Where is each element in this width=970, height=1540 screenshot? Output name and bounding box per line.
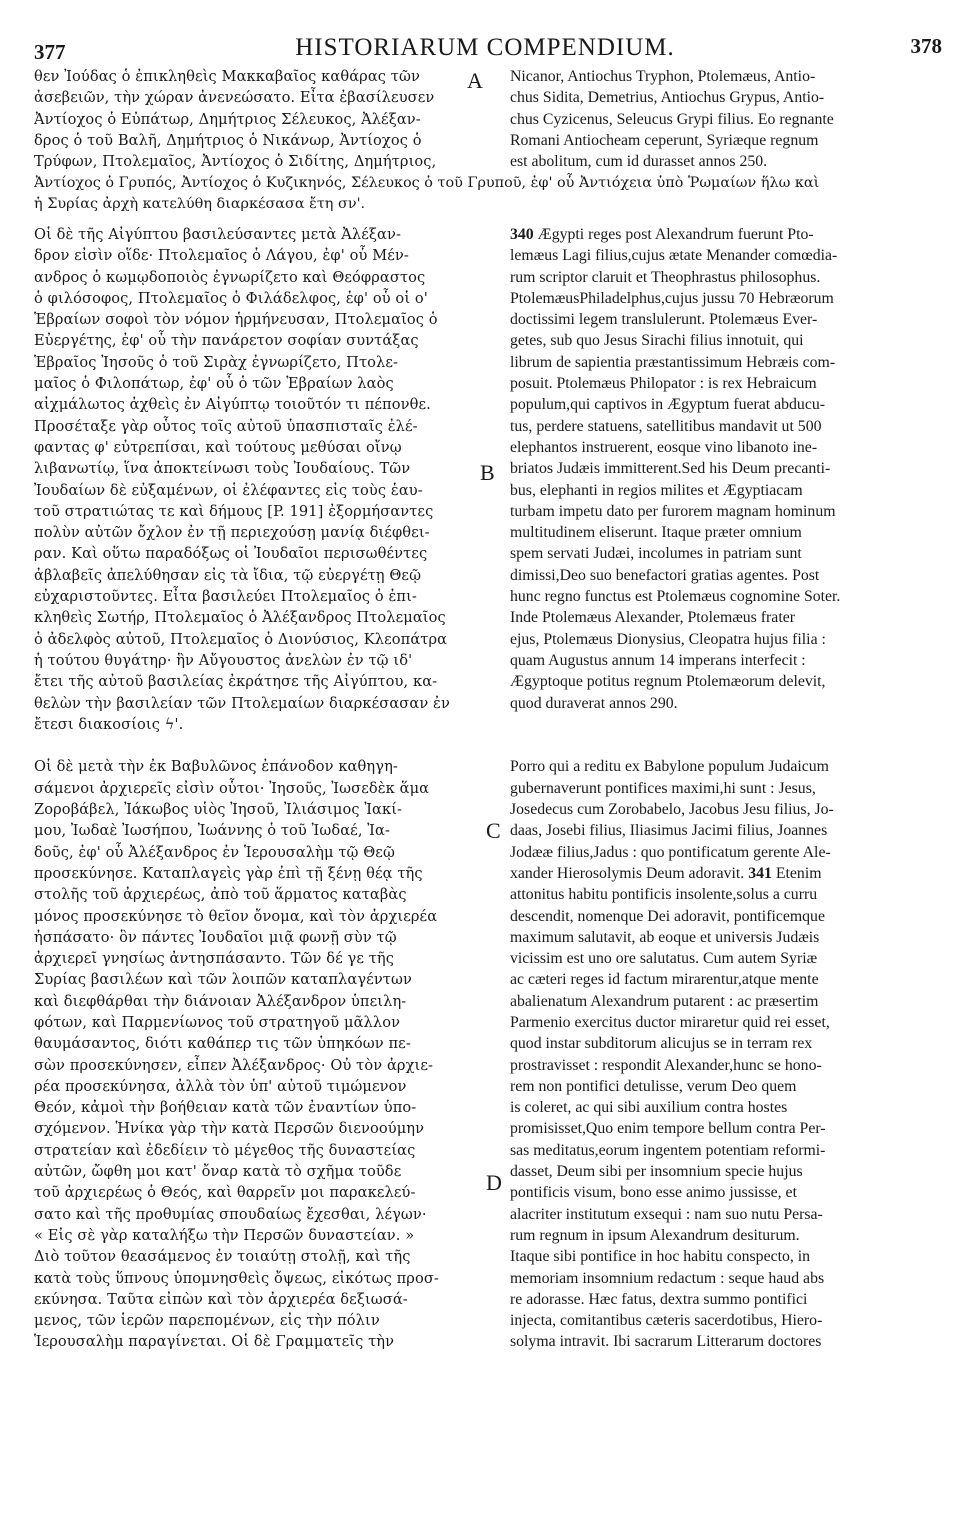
- latin-line: PtolemæusPhiladelphus,cujus jussu 70 Hebræorum: [510, 289, 834, 307]
- latin-line: bus, elephanti in regios milites et Ægyptiacam: [510, 481, 803, 499]
- greek-line: ἡ τούτου θυγάτηρ· ἣν Αὔγουστος ἀνελὼν ἐν τῷ ιδ': [34, 651, 413, 669]
- latin-line: ejus, Ptolemæus Dionysius, Cleopatra hujus filia :: [510, 630, 826, 648]
- latin-line: dasset, Deum sibi per insomnium specie hujus: [510, 1163, 803, 1181]
- greek-line: ρέα προσεκύνησα, ἀλλὰ τὸν ὑπ' αὐτοῦ τιμώμενον: [34, 1077, 407, 1095]
- latin-line: alacriter institutum exsequi : nam suo nutu Persa-: [510, 1205, 823, 1223]
- greek-line: μόνος προσεκύνησε τὸ θεῖον ὄνομα, καὶ τὸν ἀρχιερέα: [34, 907, 438, 925]
- section-number-340: 340: [510, 226, 534, 243]
- latin-line: chus Cyzicenus, Seleucus Grypi filius. Eo regnante: [510, 110, 834, 128]
- latin-line: populum,qui captivos in Ægyptum fuerat abducu-: [510, 396, 826, 414]
- greek-line: Ἑβραίων σοφοὶ τὸν νόμον ἡρμήνευσαν, Πτολεμαῖος ὁ: [34, 311, 438, 329]
- greek-line: ἔτει τῆς αὐτοῦ βασιλείας ἐκράτησε τῆς Αἰγύπτου, κα-: [34, 673, 438, 691]
- latin-line: Itaque sibi pontifice in hoc habitu conspecto, in: [510, 1248, 811, 1266]
- latin-line: descendit, nomenque Dei adoravit, pontificemque: [510, 907, 825, 925]
- latin-line: tus, perdere statuens, satellitibus mandavit ut 500: [510, 417, 822, 435]
- latin-line: Parmenio exercitus ductor miraretur quid rei esset,: [510, 1013, 830, 1031]
- greek-line: δοῦς, ἐφ' οὗ Ἀλέξανδρος ἐν Ἱερουσαλὴμ τῷ Θεῷ: [34, 843, 395, 861]
- greek-line: σὼν προσεκύνησεν, εἶπεν Ἀλέξανδρος· Οὐ τὸν ἀρχιε-: [34, 1056, 434, 1074]
- greek-line: ὁ ἀδελφὸς αὐτοῦ, Πτολεμαῖος ὁ Διονύσιος, Κλεοπάτρα: [34, 630, 448, 648]
- latin-line: posuit. Ptolemæus Philopator : is rex Hebraicum: [510, 375, 817, 393]
- latin-line: Romani Antiocheam ceperunt, Syriæque regnum: [510, 131, 819, 149]
- greek-line: Ἰουδαίων δὲ εὐξαμένων, οἱ ἐλέφαντες εἰς τοὺς ἑαυ-: [34, 481, 423, 499]
- greek-line: τοῦ ἀρχιερέως ὁ Θεός, καὶ θαρρεῖν μοι παρακελεύ-: [34, 1184, 416, 1202]
- greek-line: εὐχαριστοῦντες. Εἶτα βασιλεύει Πτολεμαῖος ὁ ἐπι-: [34, 588, 417, 606]
- margin-marker-c: C: [486, 818, 501, 843]
- greek-line: Προσέταξε γὰρ οὗτος τοῖς αὐτοῦ ὑπασπισταῖς ἐλέ-: [34, 417, 418, 435]
- latin-line: Josedecus cum Zorobabelo, Jacobus Jesu filius, Jo-: [510, 801, 834, 819]
- latin-line: lemæus Lagi filius,cujus ætate Menander comœdia-: [510, 247, 838, 265]
- latin-line: Nicanor, Antiochus Tryphon, Ptolemæus, Antio-: [510, 68, 816, 85]
- greek-line: θαυμάσαντος, διότι καθάπερ τις τῶν ὑπηκόων πε-: [34, 1035, 411, 1053]
- latin-line: librum de sapientia præstantissimum Hebræis com-: [510, 353, 836, 371]
- greek-line: θελὼν τὴν βασιλείαν τῶν Πτολεμαίων διαρκέσασαν ἐν: [34, 694, 450, 712]
- greek-line: « Εἰς σὲ γὰρ καταλήξω τὴν Περσῶν δυναστείαν. »: [34, 1226, 415, 1244]
- greek-line: ἔτεσι διακοσίοις ϟ'.: [34, 715, 184, 733]
- greek-line: Συρίας βασιλέων καὶ τῶν λοιπῶν καταπλαγέντων: [34, 971, 412, 989]
- latin-line: elephantos instruerent, eosque vino libanoto ine-: [510, 438, 818, 456]
- greek-line: Διὸ τοῦτον θεασάμενος ἐν τοιαύτῃ στολῇ, καὶ τῆς: [34, 1248, 411, 1266]
- latin-line: Ægyptoque potitus regnum Ptolemæorum delevit,: [510, 673, 826, 691]
- latin-line: est abolitum, cum id durasset annos 250.: [510, 153, 768, 171]
- greek-line: μου, Ἰωδαὲ Ἰωσήπου, Ἰωάννης ὁ τοῦ Ἰωδαέ, Ἰα-: [34, 822, 390, 840]
- latin-line: solyma intravit. Ibi sacrarum Litterarum doctores: [510, 1333, 822, 1351]
- greek-line: στρατείαν καὶ ἐδεδίειν τὸ μέγεθος τῆς δυναστείας: [34, 1141, 416, 1159]
- greek-line: στολῆς τοῦ ἀρχιερέως, ἀπὸ τοῦ ἅρματος καταβὰς: [34, 886, 407, 904]
- greek-line: θεν Ἰούδας ὁ ἐπικληθεὶς Μακκαβαῖος καθάρας τῶν: [34, 68, 420, 85]
- latin-line: quam Augustus annum 14 imperans interfecit :: [510, 651, 806, 669]
- greek-line: Θεόν, κἀμοὶ τὴν βοήθειαν κατὰ τῶν ἐναντίων ὑπο-: [34, 1099, 417, 1117]
- greek-line: Εὐεργέτης, ἐφ' οὗ τὴν πανάρετον σοφίαν συντάξας: [34, 332, 419, 350]
- greek-line: σχόμενον. Ἡνίκα γὰρ τὴν κατὰ Περσῶν διενοούμην: [34, 1120, 425, 1138]
- greek-line: πολὺν αὐτῶν ὄχλον ἐν τῇ περιεχούσῃ μανίᾳ διέφθει-: [34, 524, 430, 542]
- latin-line: quod instar subditorum alicujus se in terram rex: [510, 1035, 813, 1053]
- greek-line: δρον εἰσὶν οἵδε· Πτολεμαῖος ὁ Λάγου, ἐφ' οὗ Μέν-: [34, 247, 409, 265]
- greek-line: μενος, τῶν ἱερῶν παρεπομένων, εἰς τὴν πόλιν: [34, 1312, 380, 1330]
- latin-line: promisisset,Quo enim tempore bellum contra Per-: [510, 1120, 826, 1138]
- greek-line: τοῦ στρατιώτας τε καὶ δήμους [P. 191] ἐξορμήσαντες: [34, 502, 434, 520]
- greek-line: κληθεὶς Σωτήρ, Πτολεμαῖος ὁ Ἀλέξανδρος Πτολεμαῖος: [34, 609, 446, 627]
- greek-line: ἠσπάσατο· ὃν πάντες Ἰουδαῖοι μιᾷ φωνῇ σὺν τῷ: [34, 928, 397, 946]
- greek-line: δρος ὁ τοῦ Βαλῆ, Δημήτριος ὁ Νικάνωρ, Ἀντίοχος ὁ: [34, 131, 422, 149]
- latin-line: memoriam insomnium redactum : seque haud abs: [510, 1269, 825, 1287]
- latin-line: pontificis visum, bono esse animo jussisse, et: [510, 1184, 797, 1202]
- page-number-left: 377: [34, 40, 66, 64]
- greek-line: εκύνησα. Ταῦτα εἰπὼν καὶ τὸν ἀρχιερέα δεξιωσά-: [34, 1290, 408, 1308]
- latin-line: re adorasse. Hæc fatus, dextra summo pontifici: [510, 1290, 808, 1308]
- greek-line: Ἑβραῖος Ἰησοῦς ὁ τοῦ Σιρὰχ ἐγνωρίζετο, Πτολε-: [34, 353, 399, 371]
- latin-main-text: [510, 224, 942, 1353]
- greek-line: φαντας φ' εὐτρεπίσαι, καὶ τούτους μεθύσαι οἴνῳ: [34, 438, 402, 456]
- latin-line: sas meditatus,eorum ingentem potentiam reformi-: [510, 1141, 826, 1159]
- latin-line: hunc regno functus est Ptolemæus cognomine Soter.: [510, 588, 841, 606]
- section-number-341: 341: [748, 864, 772, 882]
- greek-line: αὐτῶν, ὤφθη μοι κατ' ὄναρ κατὰ τὸ σχῆμα τοῦδε: [34, 1163, 402, 1181]
- latin-line: chus Sidita, Demetrius, Antiochus Grypus, Antio-: [510, 89, 825, 107]
- greek-line: Οἱ δὲ τῆς Αἰγύπτου βασιλεύσαντες μετὰ Ἀλέξαν-: [34, 226, 401, 243]
- latin-line: spem servati Judæi, incolumes in patriam sunt: [510, 545, 802, 563]
- greek-line: φότων, καὶ Παρμενίωνος τοῦ στρατηγοῦ μᾶλλον: [34, 1013, 401, 1031]
- paragraph-gap: [34, 735, 490, 756]
- latin-line: rum scriptor claruit et Theophrastus philosophus.: [510, 268, 821, 286]
- paragraph-gap: [510, 714, 942, 735]
- latin-line: rem non pontifici detulisse, verum Deo quem: [510, 1077, 797, 1095]
- running-header: [0, 34, 970, 64]
- greek-line: Ἀντίοχος ὁ Εὐπάτωρ, Δημήτριος Σέλευκος, Ἀλέξαν-: [34, 110, 421, 128]
- greek-line: ἀρχιερεῖ γνησίως ἀντησπάσαντο. Τῶν δέ γε τῆς: [34, 950, 395, 968]
- spanning-line: Ἀντίοχος ὁ Γρυπός, Ἀντίοχος ὁ Κυζικηνός, Σέλευκος ὁ τοῦ Γρυποῦ, ἐφ' οὗ Ἀντιόχεια ὑπὸ Ῥωμαίων ἥλω καὶ: [34, 174, 820, 191]
- latin-line: quod duraverat annos 290.: [510, 694, 678, 712]
- greek-line: ανδρος ὁ κωμῳδοποιὸς ἐγνωρίζετο καὶ Θεόφραστος: [34, 268, 426, 286]
- greek-line: Ζοροβάβελ, Ἰάκωβος υἱὸς Ἰησοῦ, Ἰλιάσιμος Ἰακί-: [34, 801, 403, 819]
- greek-column: [34, 66, 490, 172]
- latin-line: ac cæteri reges id factum mirarentur,atque mente: [510, 971, 819, 989]
- latin-line: prostravisset : respondit Alexander,hunc se hono-: [510, 1056, 822, 1074]
- spanning-line: ἡ Συρίας ἀρχὴ κατελύθη διαρκέσασα ἔτη σν'.: [34, 195, 366, 212]
- paragraph-gap: [510, 735, 942, 756]
- latin-line: multitudinem eliserunt. Itaque præter omnium: [510, 524, 802, 542]
- greek-line: ἀβλαβεῖς ἀπελύθησαν εἰς τὰ ἴδια, τῷ εὐεργέτῃ Θεῷ: [34, 566, 422, 584]
- greek-line: Οἱ δὲ μετὰ τὴν ἐκ Βαβυλῶνος ἐπάνοδον καθηγη-: [34, 758, 398, 776]
- greek-line: σατο καὶ τῆς προθυμίας σπουδαίως ἔχεσθαι, λέγων·: [34, 1205, 427, 1223]
- latin-line: doctissimi legem translulerunt. Ptolemæus Ever-: [510, 311, 818, 329]
- latin-line: turbam impetu dato per furorem magnam hominum: [510, 502, 836, 520]
- greek-line: καὶ διεφθάρθαι τὴν διάνοιαν Ἀλέξανδρον ὑπειλη-: [34, 992, 407, 1010]
- greek-line: αἰχμάλωτος ἀχθεὶς ἐν Αἰγύπτῳ τοιοῦτόν τι πέπονθε.: [34, 396, 431, 414]
- latin-line: abalienatum Alexandrum putarent : ac præsertim: [510, 992, 819, 1010]
- latin-line: dimissi,Deo suo benefactori gratias agentes. Post: [510, 566, 820, 584]
- latin-line: injecta, comitantibus cæteris sacerdotibus, Hiero-: [510, 1312, 823, 1330]
- latin-line: Porro qui a reditu ex Babylone populum Judaicum: [510, 758, 829, 776]
- latin-line: briatos Judæis immitterent.Sed his Deum precanti-: [510, 460, 831, 478]
- greek-line: ραν. Καὶ οὕτω παραδόξως οἱ Ἰουδαῖοι περισωθέντες: [34, 545, 428, 563]
- margin-marker-b: B: [480, 460, 495, 485]
- latin-line: attonitus habitu pontificis insolente,solus a curru: [510, 886, 818, 904]
- latin-line: rum regnum in ipsum Alexandrum desiturum.: [510, 1226, 800, 1244]
- greek-line: κατὰ τοὺς ὕπνους ὑπομνησθεὶς ὄψεως, εἰκότως προσ-: [34, 1269, 439, 1287]
- greek-line: Τρύφων, Πτολεμαῖος, Ἀντίοχος ὁ Σιδίτης, Δημήτριος,: [34, 153, 437, 171]
- greek-line: Ἱερουσαλὴμ παραγίνεται. Οἱ δὲ Γραμματεῖς τὴν: [34, 1333, 395, 1351]
- latin-line: is coleret, ac qui sibi auxilium contra hostes: [510, 1099, 788, 1117]
- latin-line: Inde Ptolemæus Alexander, Ptolemæus frater: [510, 609, 795, 627]
- latin-line: xander Hierosolymis Deum adoravit. 341 Etenim: [510, 864, 822, 882]
- latin-line: daas, Josebi filius, Iliasimus Jacimi filius, Joannes: [510, 822, 828, 840]
- latin-column-top: [510, 66, 942, 172]
- latin-line: vicissim est uno ore salutatus. Cum autem Syriæ: [510, 950, 818, 968]
- latin-line: maximum salutavit, ab eoque et universis Judæis: [510, 928, 820, 946]
- greek-line: ἀσεβειῶν, τὴν χώραν ἀνενεώσατο. Εἶτα ἐβασίλευσεν: [34, 89, 435, 107]
- latin-line: gubernaverunt pontifices maximi,hi sunt : Jesus,: [510, 779, 816, 797]
- running-title: HISTORIARUM COMPENDIUM.: [295, 34, 675, 61]
- margin-marker-d: D: [486, 1170, 502, 1195]
- greek-line: λιβανωτίῳ, ἵνα ἀποκτείνωσι τοὺς Ἰουδαίους. Τῶν: [34, 460, 411, 478]
- latin-line: 340 Ægypti reges post Alexandrum fuerunt Pto-: [510, 226, 814, 243]
- greek-main-text: [34, 224, 490, 1353]
- greek-line: ὁ φιλόσοφος, Πτολεμαῖος ὁ Φιλάδελφος, ἐφ' οὗ οἱ ο': [34, 289, 428, 307]
- latin-line: getes, sub quo Jesus Sirachi filius innotuit, qui: [510, 332, 804, 350]
- page-number-right: 378: [910, 34, 942, 58]
- margin-marker-a: A: [467, 68, 483, 93]
- latin-line: Jodææ filius,Jadus : quo pontificatum gerente Ale-: [510, 843, 831, 861]
- greek-line: σάμενοι ἀρχιερεῖς εἰσὶν οὗτοι· Ἰησοῦς, Ἰωσεδὲκ ἅμα: [34, 779, 430, 797]
- greek-line: προσεκύνησε. Καταπλαγεὶς γὰρ ἐπὶ τῇ ξένῃ θέᾳ τῆς: [34, 864, 423, 882]
- greek-line: μαῖος ὁ Φιλοπάτωρ, ἐφ' οὗ ὁ τῶν Ἑβραίων λαὸς: [34, 375, 394, 393]
